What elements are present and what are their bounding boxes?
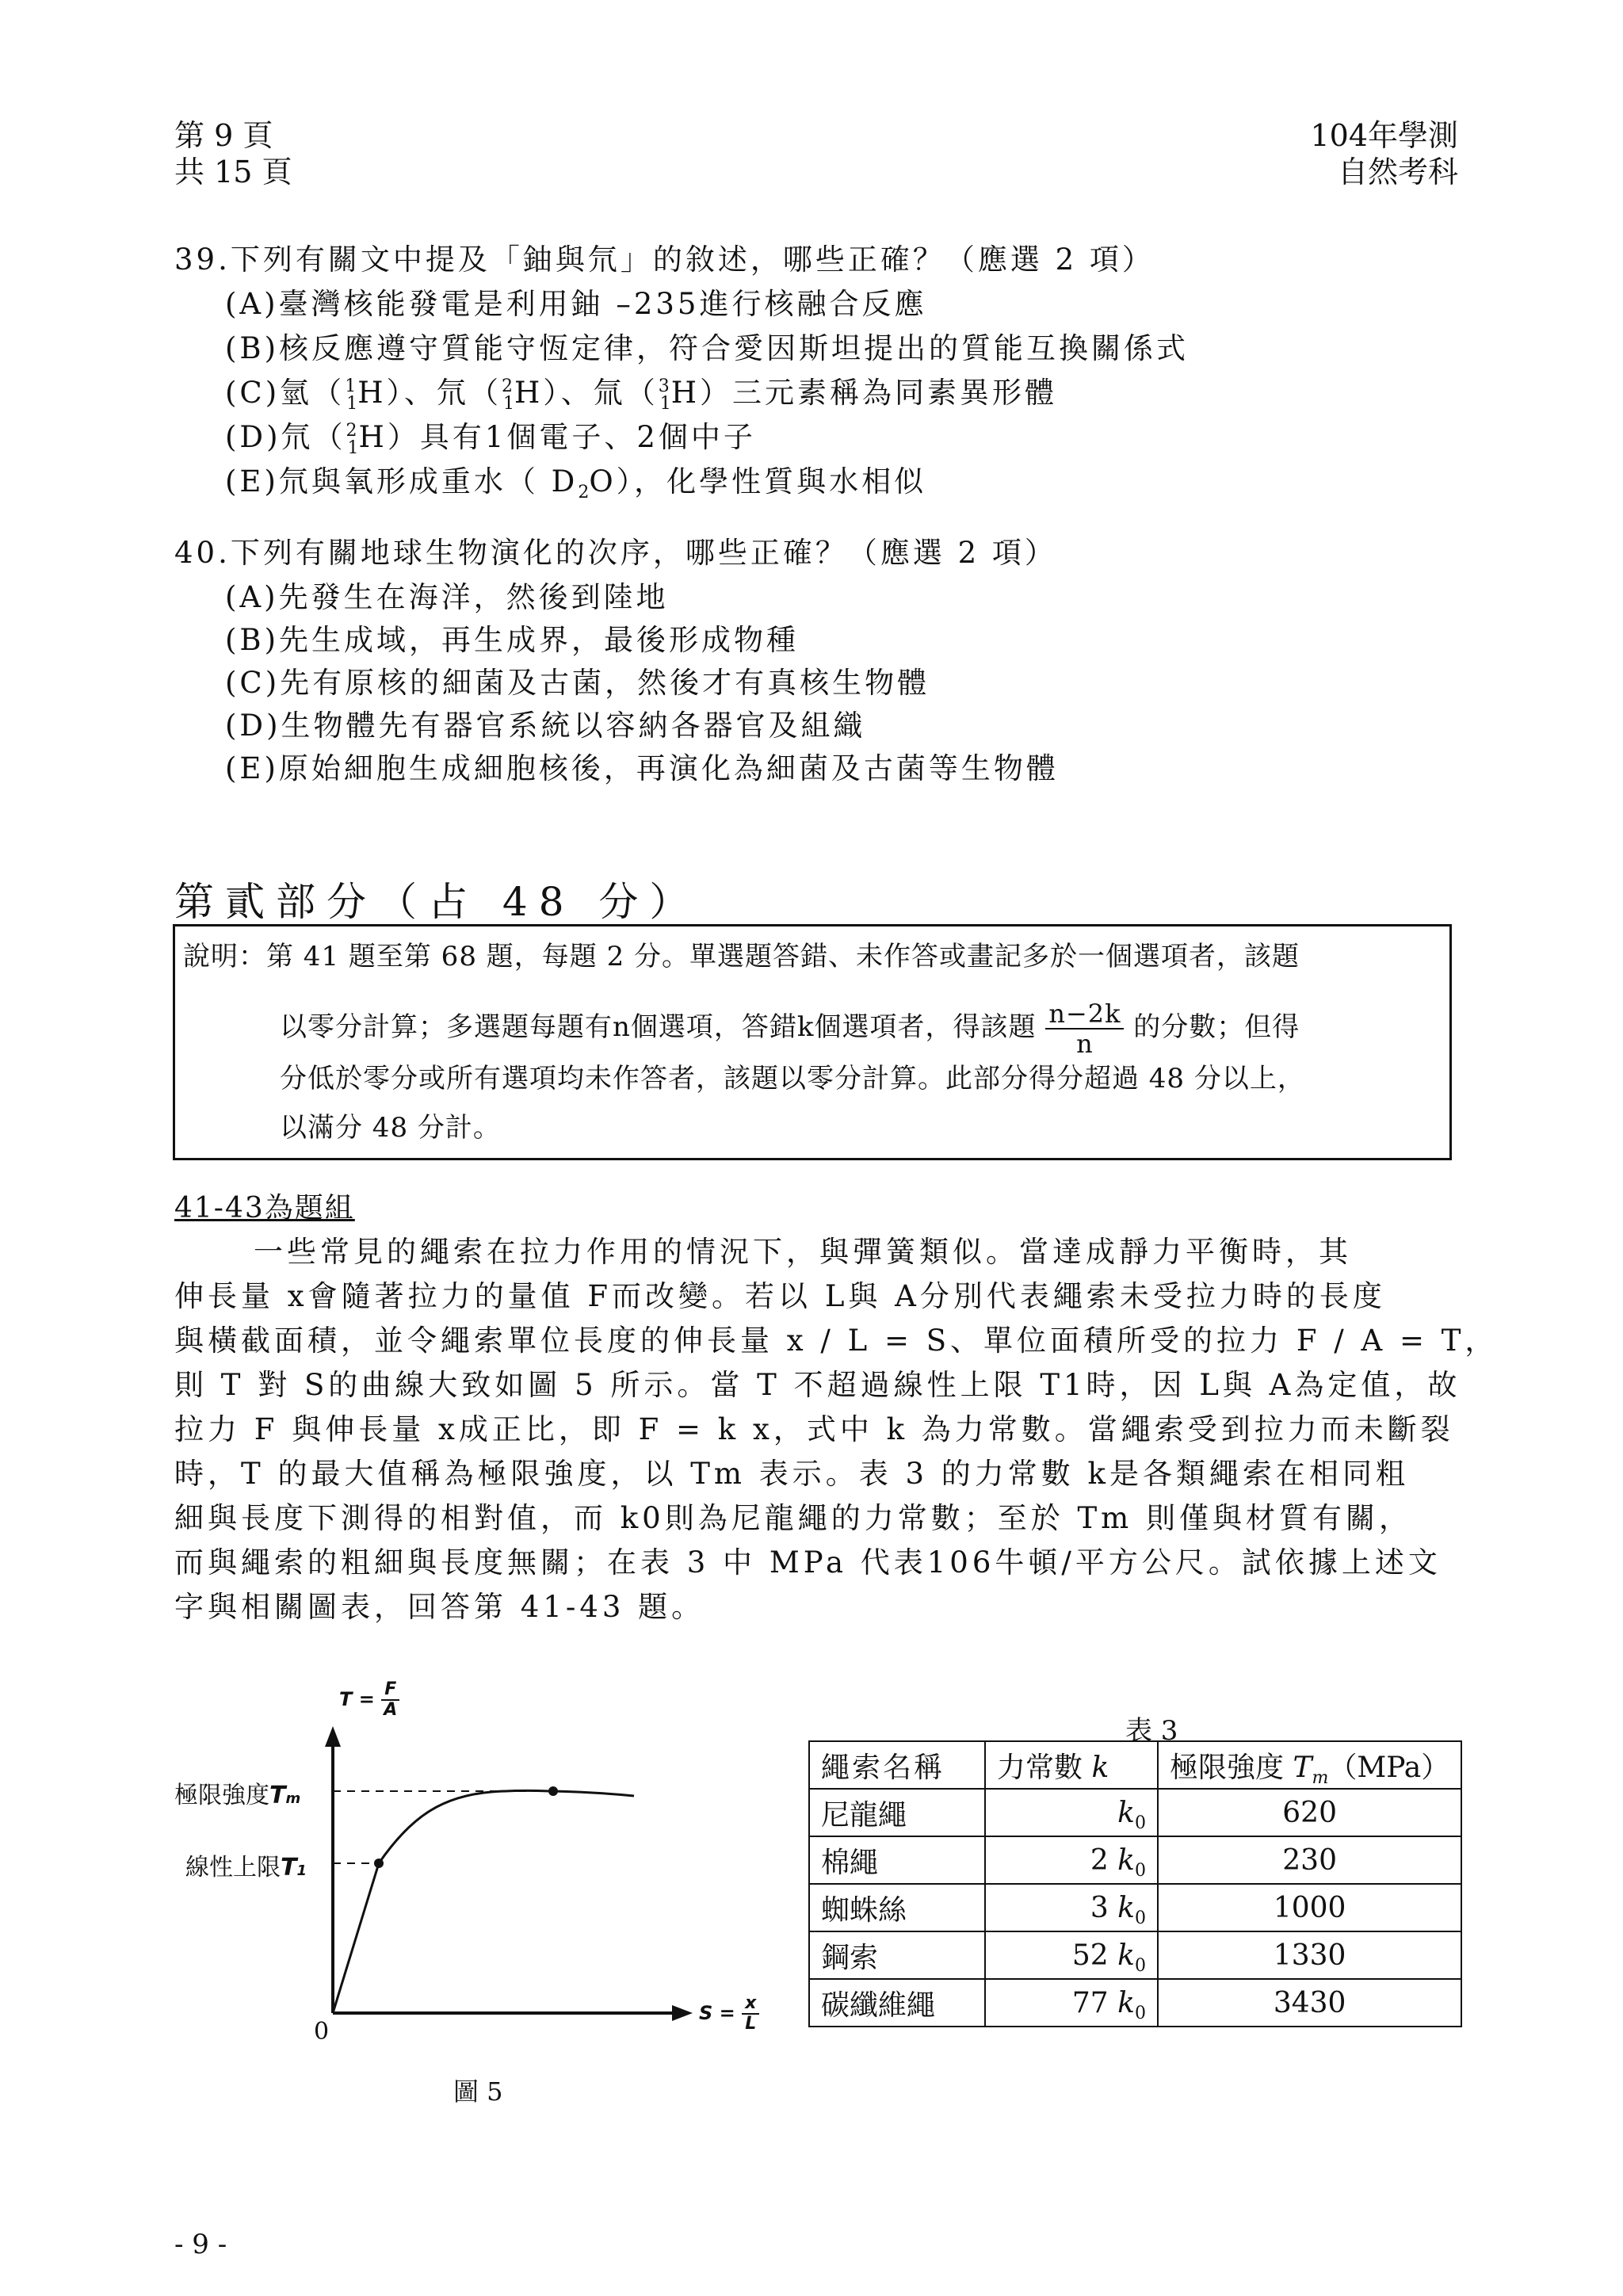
table-row [809, 1979, 1461, 2027]
table-header-row [809, 1741, 1461, 1789]
ultimate-strength: 1000 [1158, 1884, 1461, 1931]
question-40-stem: 40.下列有關地球生物演化的次序，哪些正確？（應選 2 項） [174, 536, 1057, 570]
header-rope-name: 繩索名稱 [809, 1741, 985, 1789]
page-number-line: 第 9 頁 [174, 118, 273, 153]
footer-page-number: - 9 - [174, 2229, 227, 2260]
exam-title [1310, 117, 1458, 190]
passage-line-1: 一些常見的繩索在拉力作用的情況下，與彈簧類似。當達成靜力平衡時，其 [254, 1235, 1352, 1269]
passage-line-3: 與橫截面積，並令繩索單位長度的伸長量 x / L = S、單位面積所受的拉力 F / A = T， [174, 1324, 1499, 1358]
origin-label: 0 [314, 2018, 330, 2046]
instructions-line-2b: 的分數；但得 [1133, 1011, 1300, 1043]
table-row [809, 1836, 1461, 1884]
passage-line-6: 時，T 的最大值稱為極限強度，以 Tm 表示。表 3 的力常數 k是各類繩索在相同粗 [174, 1457, 1409, 1491]
x-axis-label: S = $\frac{x}{L}$ [699, 1994, 759, 2034]
section-title: 第貳部分（占 48 分） [174, 879, 701, 925]
exam-year: 104年學測 [1310, 118, 1458, 153]
ultimate-strength: 1330 [1158, 1931, 1461, 1979]
rope-name: 棉繩 [809, 1836, 985, 1884]
q40-option-b: (B)先生成域，再生成界，最後形成物種 [225, 623, 800, 657]
q39-option-e: (E)氘與氧形成重水（ $D_2O$），化學性質與水相似 [225, 464, 927, 502]
tm-label-text: 極限強度 [174, 1782, 269, 1809]
passage-line-4: 則 T 對 S的曲線大致如圖 5 所示。當 T 不超過線性上限 T1時，因 L與 A為定值，故 [174, 1368, 1461, 1402]
rope-name: 碳纖維繩 [809, 1979, 985, 2027]
fraction-numerator: n−2k [1045, 999, 1124, 1030]
instructions-line-4: 以滿分 48 分計。 [280, 1112, 501, 1144]
q40-option-c: (C)先有原核的細菌及古菌，然後才有真核生物體 [225, 666, 930, 700]
passage-line-7: 細與長度下測得的相對值，而 k0則為尼龍繩的力常數；至於 Tm 則僅與材質有關， [174, 1501, 1413, 1535]
instructions-line-3: 分低於零分或所有選項均未作答者，該題以零分計算。此部分得分超過 48 分以上， [280, 1063, 1305, 1095]
instructions-line-2 [280, 999, 1300, 1058]
linear-limit-point [374, 1859, 384, 1868]
table-title: 表 3 [1125, 1715, 1178, 1747]
force-constant: 52 $k_0$ [985, 1931, 1158, 1979]
force-constant: $k_0$ [985, 1789, 1158, 1836]
instructions-line-2a: 以零分計算；多選題每題有n個選項，答錯k個選項者，得該題 [280, 1011, 1037, 1043]
ultimate-strength: 230 [1158, 1836, 1461, 1884]
ultimate-strength: 3430 [1158, 1979, 1461, 2027]
ultimate-strength: 620 [1158, 1789, 1461, 1836]
force-constant: 2 $k_0$ [985, 1836, 1158, 1884]
y-axis-arrow [325, 1726, 341, 1747]
instructions-line-1: 說明：第 41 題至第 68 題，每題 2 分。單選題答錯、未作答或畫記多於一個選項者，該題 [183, 941, 1300, 972]
t1-label-text: 線性上限 [185, 1854, 281, 1881]
page-indicator [174, 117, 292, 190]
question-group-label: 41-43為題組 [174, 1192, 355, 1224]
instructions-box [173, 924, 1452, 1160]
q39-option-d: (D)氘（$^2_1$H）具有1個電子、2個中子 [225, 420, 756, 458]
header-ultimate-strength: 極限強度 $T_m(MPa)$ [1158, 1741, 1461, 1789]
table-row [809, 1789, 1461, 1836]
header-force-constant: 力常數 k [985, 1741, 1158, 1789]
question-39-stem: 39.下列有關文中提及「鈾與氘」的敘述，哪些正確？（應選 2 項） [174, 243, 1155, 277]
x-axis-arrow [672, 2005, 693, 2021]
figure-5 [174, 1680, 808, 2124]
q40-option-a: (A)先發生在海洋，然後到陸地 [225, 580, 669, 614]
passage-line-8: 而與繩索的粗細與長度無關；在表 3 中 MPa 代表106牛頓/平方公尺。試依據上述文 [174, 1545, 1442, 1580]
force-constant: 77 $k_0$ [985, 1979, 1158, 2027]
rope-name: 蜘蛛絲 [809, 1884, 985, 1931]
figure-caption: 圖 5 [453, 2076, 503, 2107]
y-axis-label: T = $\frac{F}{A}$ [339, 1680, 399, 1720]
page-total-line: 共 15 頁 [174, 155, 292, 189]
passage-line-9: 字與相關圖表，回答第 41-43 題。 [174, 1590, 705, 1624]
table-row [809, 1931, 1461, 1979]
t1-label: 線性上限T1 [185, 1854, 307, 1881]
rope-name: 尼龍繩 [809, 1789, 985, 1836]
table-3 [808, 1740, 1462, 2027]
q40-option-d: (D)生物體先有器官系統以容納各器官及組織 [225, 709, 866, 743]
tm-label: 極限強度Tm [174, 1782, 301, 1809]
fraction-denominator: n [1076, 1029, 1094, 1059]
q39-option-b: (B)核反應遵守質能守恆定律，符合愛因斯坦提出的質能互換關係式 [225, 331, 1190, 365]
passage-line-5: 拉力 F 與伸長量 x成正比，即 F = k x，式中 k 為力常數。當繩索受到拉力而未斷裂 [174, 1412, 1454, 1446]
rope-name: 鋼索 [809, 1931, 985, 1979]
force-constant: 3 $k_0$ [985, 1884, 1158, 1931]
score-fraction [1045, 999, 1124, 1058]
exam-subject: 自然考科 [1337, 155, 1458, 189]
ultimate-strength-point [548, 1786, 558, 1796]
q39-option-c: (C)氫（$^1_1$H）、氘（$^2_1$H）、氚（$^3_1$H）三元素稱為同素異形體 [225, 376, 1058, 414]
t-vs-s-curve [333, 1790, 634, 2013]
passage-line-2: 伸長量 x會隨著拉力的量值 F而改變。若以 L與 A分別代表繩索未受拉力時的長度 [174, 1279, 1386, 1313]
table-row [809, 1884, 1461, 1931]
q39-option-a: (A)臺灣核能發電是利用鈾 –235進行核融合反應 [225, 287, 927, 321]
q40-option-e: (E)原始細胞生成細胞核後，再演化為細菌及古菌等生物體 [225, 751, 1059, 785]
